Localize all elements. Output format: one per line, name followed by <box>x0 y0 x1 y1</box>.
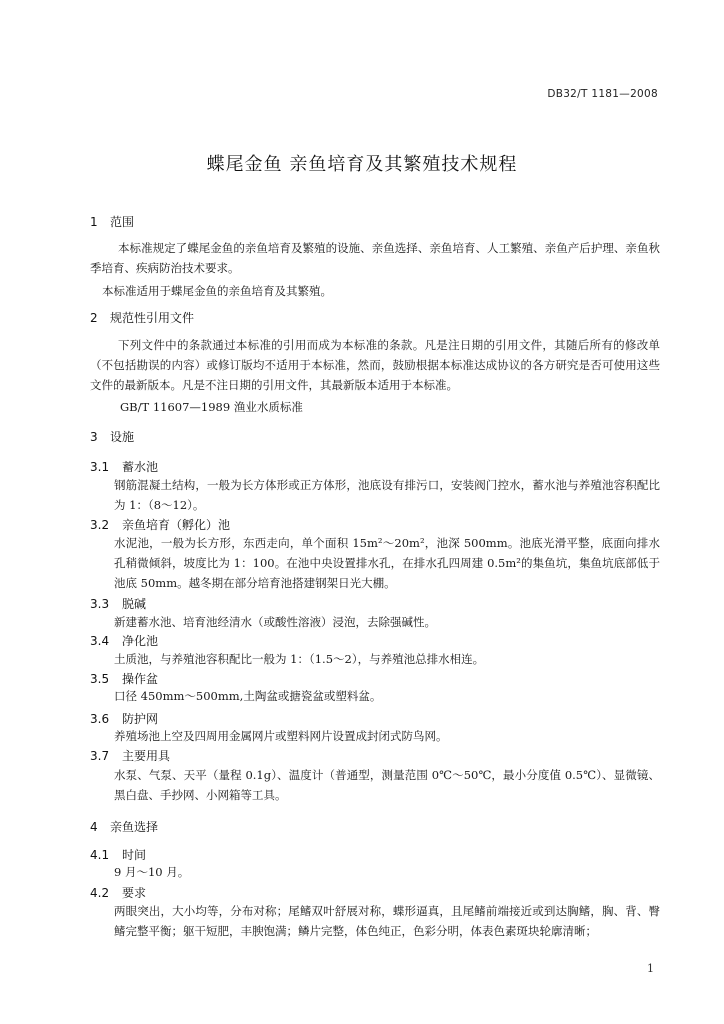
clause-title: 时间 <box>122 848 147 862</box>
clause-3-6-body: 养殖场池上空及四周用金属网片或塑料网片设置成封闭式防鸟网。 <box>114 729 448 743</box>
clause-4-2-heading <box>90 884 146 901</box>
clause-3-4-body: 土质池，与养殖池容积配比一般为 1：（1.5～2），与养殖池总排水相连。 <box>114 652 485 666</box>
section-4-heading <box>90 818 158 835</box>
section-3-heading <box>90 428 134 445</box>
clause-3-2-heading <box>90 516 230 533</box>
clause-title: 蓄水池 <box>122 460 159 474</box>
clause-3-2-body: 水泥池，一般为长方形，东西走向，单个面积 15m²～20m²，池深 500mm。池底光滑平整，底面向排水孔稍微倾斜，坡度比为 1：100。在池中央设置排水孔，在排水孔四周建 0.5m²的集鱼坑，集鱼坑底部低于池底 50mm。越冬期在部分培育池搭建钢架日光大棚。 <box>114 536 660 590</box>
clause-3-5-body: 口径 450mm～500mm,土陶盆或搪瓷盆或塑料盆。 <box>114 689 382 703</box>
clause-number: 3.7 <box>90 749 110 763</box>
clause-3-3-body: 新建蓄水池、培育池经清水（或酸性溶液）浸泡，去除强碱性。 <box>114 615 436 629</box>
document-title: 蝶尾金鱼 亲鱼培育及其繁殖技术规程 <box>206 154 518 175</box>
clause-3-1-heading <box>90 458 158 475</box>
clause-number: 3.1 <box>90 460 110 474</box>
clause-number: 4.2 <box>90 886 110 900</box>
section-title: 范围 <box>110 215 135 229</box>
page-number: 1 <box>647 962 654 975</box>
clause-3-1-body: 钢筋混凝土结构，一般为长方体形或正方体形，池底设有排污口，安装阀门控水，蓄水池与养殖池容积配比为 1：（8～12）。 <box>114 478 660 512</box>
section-number: 4 <box>90 820 98 834</box>
clause-title: 净化池 <box>122 634 159 648</box>
clause-number: 4.1 <box>90 848 110 862</box>
clause-4-2-body: 两眼突出，大小均等，分布对称；尾鳍双叶舒展对称，蝶形逼真，且尾鳍前端接近或到达胸鳍，胸、背、臀鳍完整平衡；躯干短肥，丰腴饱满；鳞片完整，体色纯正，色彩分明，体表色素斑块轮廓清晰； <box>114 904 660 938</box>
clause-3-6-heading <box>90 710 158 727</box>
clause-title: 要求 <box>122 886 147 900</box>
section-number: 2 <box>90 311 98 325</box>
standard-code: DB32/T 1181—2008 <box>547 88 658 100</box>
clause-3-3-heading <box>90 595 146 612</box>
clause-number: 3.2 <box>90 518 110 532</box>
clause-number: 3.3 <box>90 597 110 611</box>
section-title: 规范性引用文件 <box>110 311 195 325</box>
clause-3-7-body: 水泵、气泵、天平（量程 0.1g）、温度计（普通型，测量范围 0℃～50℃，最小分度值 0.5℃）、显微镜、黑白盘、手抄网、小网箱等工具。 <box>114 768 660 802</box>
section-1-heading <box>90 213 134 230</box>
clause-3-4-heading <box>90 632 158 649</box>
section-1-paragraph-1: 本标准规定了蝶尾金鱼的亲鱼培育及繁殖的设施、亲鱼选择、亲鱼培育、人工繁殖、亲鱼产后护理、亲鱼秋季培育、疾病防治技术要求。 <box>90 241 660 275</box>
section-title: 亲鱼选择 <box>110 820 159 834</box>
clause-title: 主要用具 <box>122 749 171 763</box>
clause-4-1-body: 9 月～10 月。 <box>114 865 190 879</box>
clause-number: 3.6 <box>90 712 110 726</box>
clause-title: 脱碱 <box>122 597 147 611</box>
clause-3-7-heading <box>90 747 170 764</box>
clause-3-5-heading <box>90 670 158 687</box>
section-2-paragraph-1: 下列文件中的条款通过本标准的引用而成为本标准的条款。凡是注日期的引用文件，其随后所有的修改单（不包括勘误的内容）或修订版均不适用于本标准，然而，鼓励根据本标准达成协议的各方研究是否可使用这些文件的最新版本。凡是不注日期的引用文件，其最新版本适用于本标准。 <box>90 338 660 392</box>
clause-4-1-heading <box>90 846 146 863</box>
clause-title: 操作盆 <box>122 672 159 686</box>
normative-reference: GB/T 11607—1989 渔业水质标准 <box>120 400 303 414</box>
clause-title: 防护网 <box>122 712 159 726</box>
section-number: 1 <box>90 215 98 229</box>
section-title: 设施 <box>110 430 135 444</box>
section-2-heading <box>90 309 194 326</box>
clause-number: 3.4 <box>90 634 110 648</box>
clause-title: 亲鱼培育（孵化）池 <box>122 518 231 532</box>
section-number: 3 <box>90 430 98 444</box>
section-1-paragraph-2: 本标准适用于蝶尾金鱼的亲鱼培育及其繁殖。 <box>102 284 332 298</box>
clause-number: 3.5 <box>90 672 110 686</box>
